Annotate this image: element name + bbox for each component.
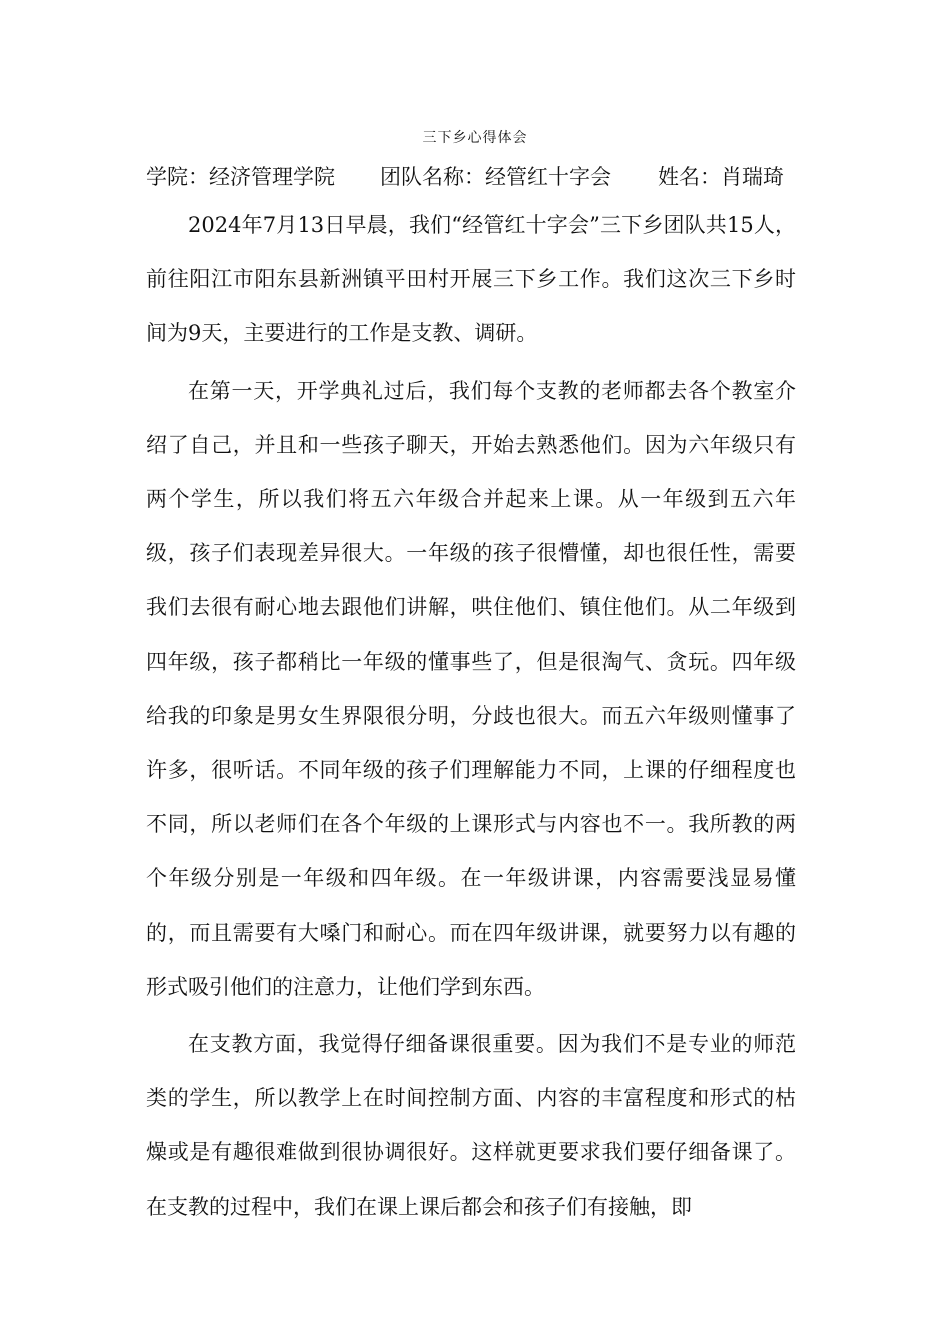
paragraph-intro: 2024年7月13日早晨，我们“经管红十字会”三下乡团队共15人，前往阳江市阳东县新洲镇平田村开展三下乡工作。我们这次三下乡时间为9天，主要进行的工作是支教、调研。 [146,213,796,346]
author-info-line [146,160,806,194]
college-field: 学院：经济管理学院 [146,165,335,189]
paragraph-first-day: 在第一天，开学典礼过后，我们每个支教的老师都去各个教室介绍了自己，并且和一些孩子聊天，开始去熟悉他们。因为六年级只有两个学生，所以我们将五六年级合并起来上课。从一年级到五六年级，孩子们表现差异很大。一年级的孩子很懵懂，却也很任性，需要我们去很有耐心地去跟他们讲解，哄住他们、镇住他们。从二年级到四年级，孩子都稍比一年级的懂事些了，但是很淘气、贪玩。四年级给我的印象是男女生界限很分明，分歧也很大。而五六年级则懂事了许多，很听话。不同年级的孩子们理解能力不同，上课的仔细程度也不同，所以老师们在各个年级的上课形式与内容也不一。我所教的两个年级分别是一年级和四年级。在一年级讲课，内容需要浅显易懂的，而且需要有大嗓门和耐心。而在四年级讲课，就要努力以有趣的形式吸引他们的注意力，让他们学到东西。 [146,378,796,999]
paragraph-teaching: 在支教方面，我觉得仔细备课很重要。因为我们不是专业的师范类的学生，所以教学上在时间控制方面、内容的丰富程度和形式的枯燥或是有趣很难做到很协调很好。这样就更要求我们要仔细备课了。在支教的过程中，我们在课上课后都会和孩子们有接触，即 [146,1032,796,1219]
document-title: 三下乡心得体会 [422,130,528,146]
document-body [146,198,796,1234]
team-name-field: 团队名称：经管红十字会 [380,165,611,189]
author-name-field: 姓名：肖瑞琦 [658,165,784,189]
